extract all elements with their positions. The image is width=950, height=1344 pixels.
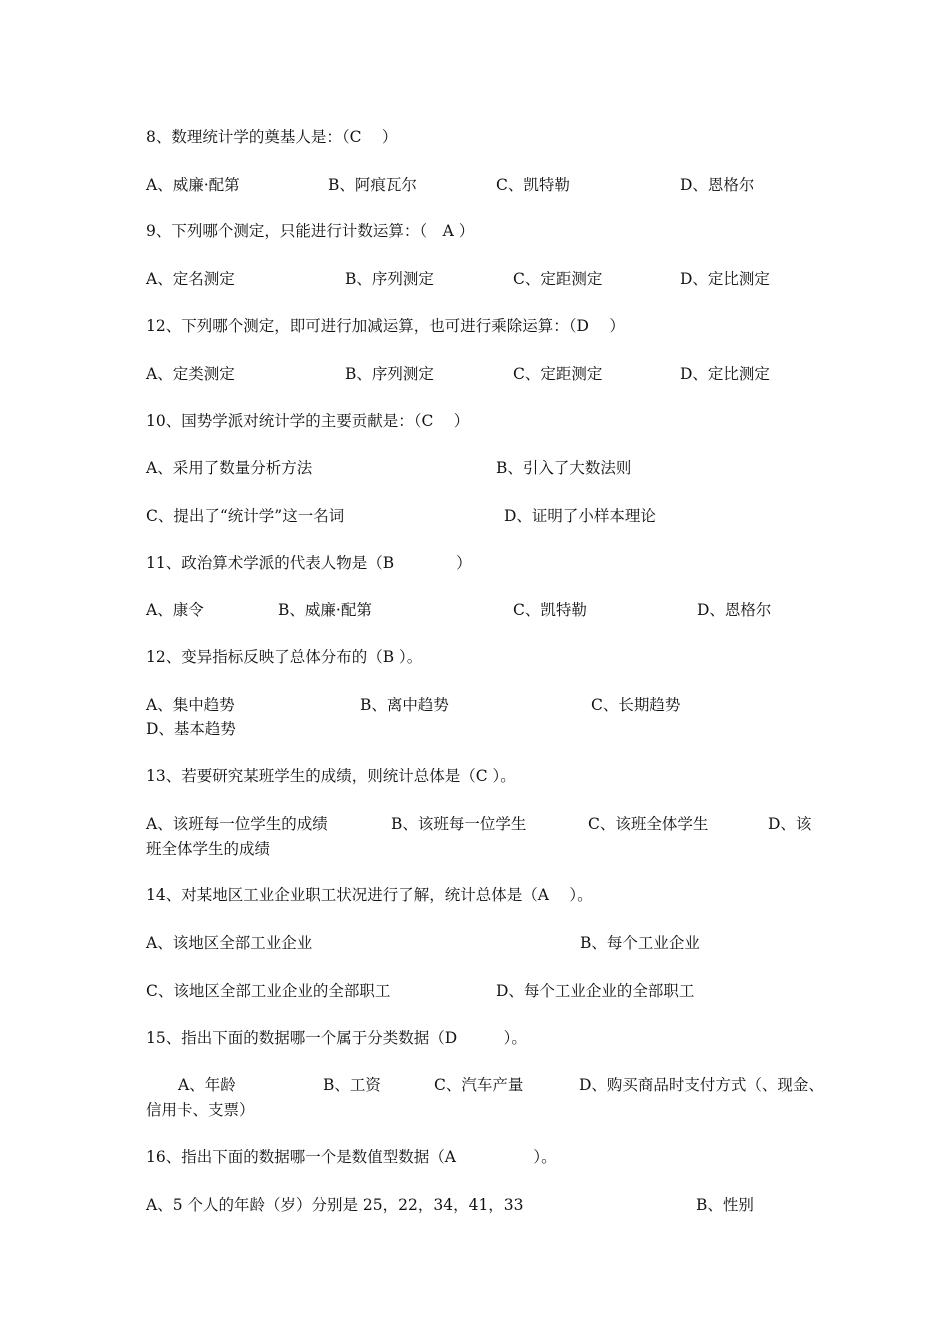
question-13-option-a: A、该班每一位学生的成绩: [146, 815, 328, 833]
question-16-option-a: A、5 个人的年龄（岁）分别是 25，22，34，41，33: [146, 1196, 524, 1214]
question-13-option-d-cont: 班全体学生的成绩: [146, 840, 271, 858]
question-8-option-c: C、凯特勒: [496, 176, 570, 194]
question-8-option-d: D、恩格尔: [680, 176, 755, 194]
question-13-option-b: B、该班每一位学生: [391, 815, 527, 833]
question-12a-stem: 12、下列哪个测定，即可进行加减运算，也可进行乘除运算：（D ）: [146, 317, 625, 335]
question-11-option-c: C、凯特勒: [513, 601, 587, 619]
question-12b-option-a: A、集中趋势: [146, 696, 235, 714]
question-15-option-c: C、汽车产量: [434, 1076, 524, 1094]
question-11-option-a: A、康令: [146, 601, 204, 619]
question-9-option-d: D、定比测定: [680, 270, 770, 288]
question-8-option-b: B、阿痕瓦尔: [328, 176, 417, 194]
question-16-option-b: B、性别: [696, 1196, 754, 1214]
question-14-option-a: A、该地区全部工业企业: [146, 934, 313, 952]
question-11-option-d: D、恩格尔: [697, 601, 772, 619]
question-9-option-b: B、序列测定: [345, 270, 434, 288]
question-8-stem: 8、数理统计学的奠基人是：（C ）: [146, 128, 398, 146]
question-12a-option-b: B、序列测定: [345, 365, 434, 383]
question-11-option-b: B、威廉·配第: [278, 601, 372, 619]
question-14-option-b: B、每个工业企业: [580, 934, 700, 952]
question-15-option-b: B、工资: [323, 1076, 381, 1094]
question-10-stem: 10、国势学派对统计学的主要贡献是：（C ）: [146, 412, 470, 430]
question-13-option-c: C、该班全体学生: [588, 815, 709, 833]
question-12a-option-c: C、定距测定: [513, 365, 603, 383]
question-14-option-c: C、该地区全部工业企业的全部职工: [146, 982, 391, 1000]
question-9-option-a: A、定名测定: [146, 270, 235, 288]
question-12b-option-d: D、基本趋势: [146, 720, 236, 738]
question-12b-option-b: B、离中趋势: [360, 696, 449, 714]
question-12b-option-c: C、长期趋势: [591, 696, 681, 714]
question-13-option-d: D、该: [768, 815, 812, 833]
question-9-stem: 9、下列哪个测定，只能进行计数运算：（ A ）: [146, 222, 475, 240]
question-15-stem: 15、指出下面的数据哪一个属于分类数据（D ）。: [146, 1029, 527, 1047]
question-12a-option-a: A、定类测定: [146, 365, 235, 383]
question-13-stem: 13、若要研究某班学生的成绩，则统计总体是（C ）。: [146, 767, 516, 785]
question-9-option-c: C、定距测定: [513, 270, 603, 288]
question-12b-stem: 12、变异指标反映了总体分布的（B ）。: [146, 648, 423, 666]
question-15-option-a: A、年龄: [178, 1076, 236, 1094]
question-16-stem: 16、指出下面的数据哪一个是数值型数据（A ）。: [146, 1148, 557, 1166]
question-14-stem: 14、对某地区工业企业职工状况进行了解，统计总体是（A ）。: [146, 886, 593, 904]
question-14-option-d: D、每个工业企业的全部职工: [496, 982, 695, 1000]
question-15-option-d: D、购买商品时支付方式（、现金、: [579, 1076, 824, 1094]
question-8-option-a: A、威廉·配第: [146, 176, 240, 194]
question-10-option-d: D、证明了小样本理论: [504, 507, 656, 525]
question-11-stem: 11、政治算术学派的代表人物是（B ）: [146, 554, 472, 572]
question-15-option-d-cont: 信用卡、支票）: [146, 1101, 255, 1119]
question-10-option-b: B、引入了大数法则: [496, 459, 632, 477]
question-10-option-a: A、采用了数量分析方法: [146, 459, 313, 477]
question-10-option-c: C、提出了“统计学”这一名词: [146, 507, 345, 525]
question-12a-option-d: D、定比测定: [680, 365, 770, 383]
